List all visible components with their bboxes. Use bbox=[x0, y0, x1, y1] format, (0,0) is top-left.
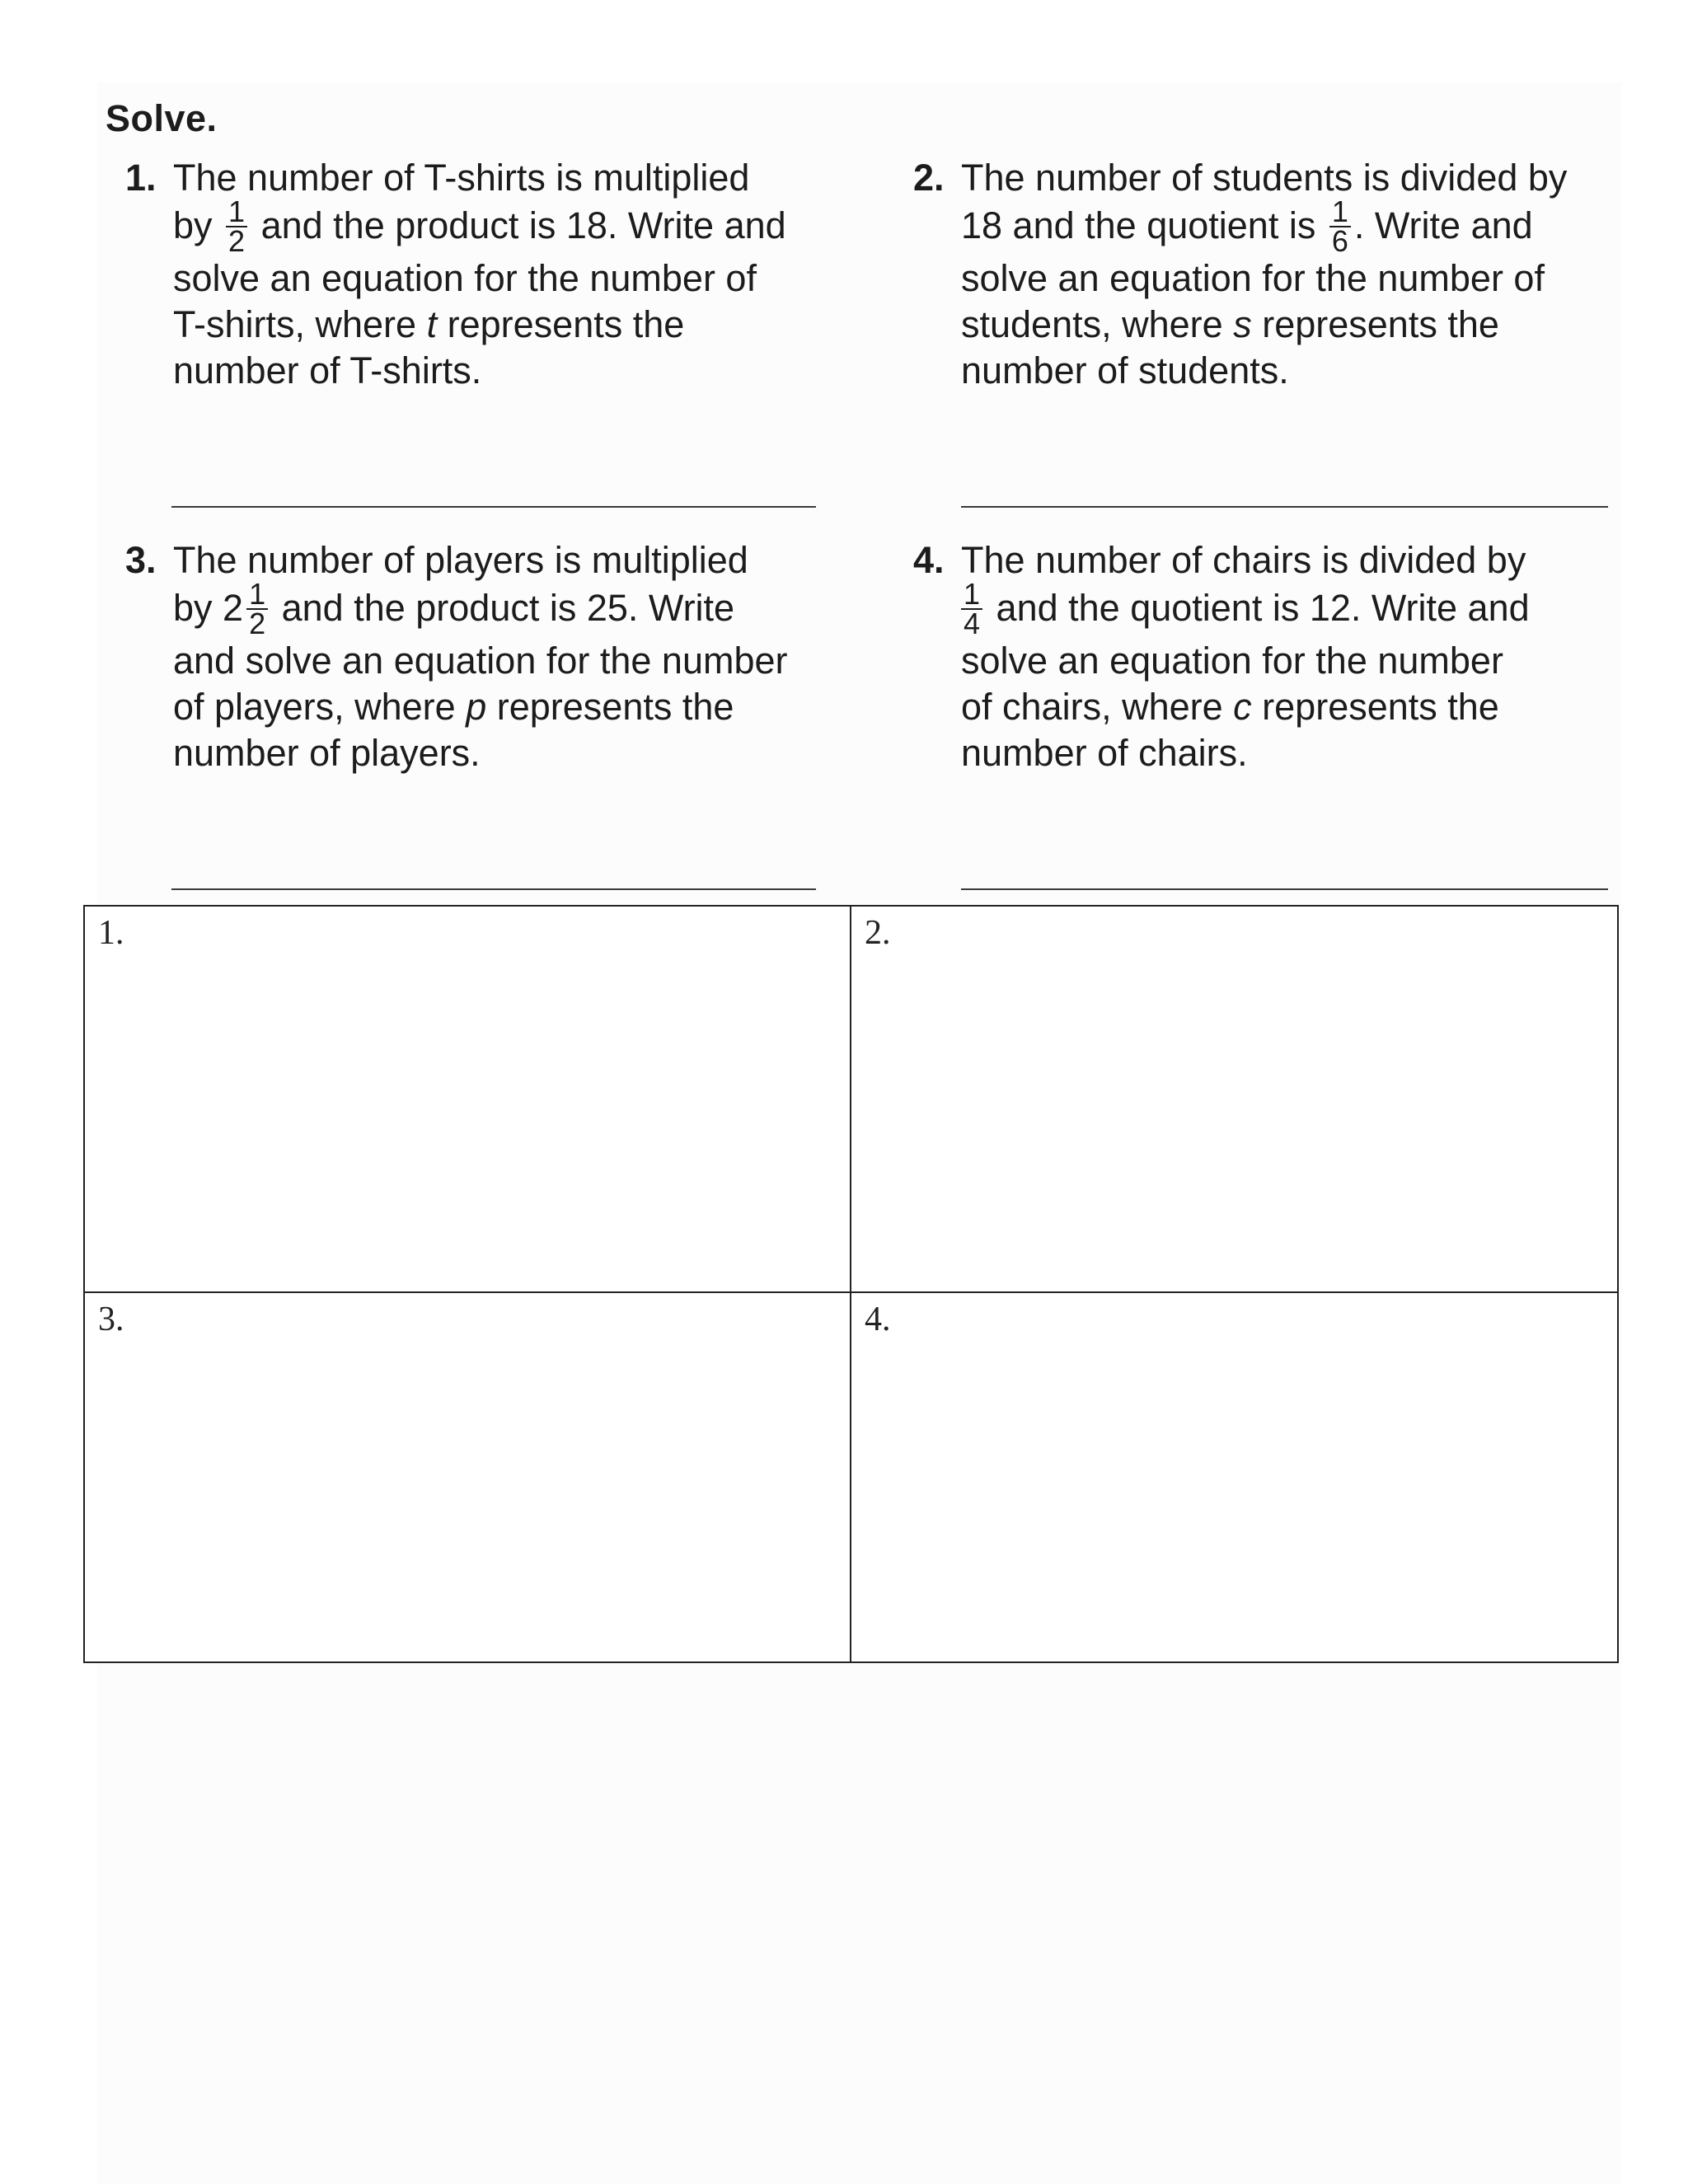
problem-text: of chairs, where bbox=[961, 686, 1223, 728]
problem-2 bbox=[913, 155, 1686, 394]
problem-line: number of T-shirts. bbox=[173, 349, 482, 391]
problem-3 bbox=[125, 537, 898, 776]
answer-box-4[interactable] bbox=[850, 1291, 1619, 1663]
variable: c bbox=[1233, 686, 1252, 728]
variable: t bbox=[426, 303, 438, 345]
fraction-numerator: 1 bbox=[249, 577, 266, 612]
problem-line: The number of players is multiplied bbox=[173, 539, 748, 581]
problem-line: The number of students is divided by bbox=[961, 157, 1568, 199]
problem-text: and the product is 18. Write and bbox=[260, 204, 786, 246]
answer-box-2[interactable] bbox=[850, 905, 1619, 1293]
problem-text: . Write and bbox=[1353, 204, 1533, 246]
problem-line: The number of chairs is divided by bbox=[961, 539, 1526, 581]
section-heading: Solve. bbox=[106, 97, 218, 139]
fraction bbox=[246, 577, 268, 641]
problem-line: The number of T-shirts is multiplied bbox=[173, 157, 750, 199]
problem-line bbox=[173, 194, 898, 259]
fraction-denominator: 2 bbox=[226, 226, 247, 255]
problem-line bbox=[961, 302, 1686, 348]
problem-line: solve an equation for the number of bbox=[961, 257, 1545, 299]
problem-1 bbox=[125, 155, 898, 394]
answer-box-3[interactable] bbox=[83, 1291, 851, 1663]
problem-line bbox=[173, 684, 898, 730]
problem-line bbox=[961, 194, 1686, 259]
fraction bbox=[961, 577, 982, 641]
problem-line bbox=[961, 577, 1686, 641]
problem-4 bbox=[913, 537, 1686, 776]
variable: p bbox=[466, 686, 487, 728]
problem-number: 1. bbox=[125, 157, 157, 199]
problem-text: represents the bbox=[496, 686, 734, 728]
problem-number: 2. bbox=[913, 157, 945, 199]
problem-text: by bbox=[173, 204, 213, 246]
problem-text: represents the bbox=[1262, 303, 1499, 345]
problem-text: and the product is 25. Write bbox=[281, 587, 735, 629]
problem-text: represents the bbox=[447, 303, 685, 345]
problem-number: 3. bbox=[125, 539, 157, 581]
problem-text: and the quotient is 12. Write and bbox=[996, 587, 1530, 629]
answer-box-1[interactable] bbox=[83, 905, 851, 1293]
answer-box-label: 3. bbox=[98, 1301, 124, 1338]
problem-line: solve an equation for the number bbox=[961, 640, 1503, 682]
answer-line-2[interactable] bbox=[961, 506, 1608, 508]
problem-line bbox=[961, 684, 1686, 730]
fraction-numerator: 1 bbox=[228, 194, 246, 229]
fraction-denominator: 4 bbox=[961, 608, 982, 638]
problem-text: of players, where bbox=[173, 686, 456, 728]
fraction bbox=[226, 194, 247, 259]
problem-number: 4. bbox=[913, 539, 945, 581]
problem-line bbox=[173, 302, 898, 348]
problem-text: represents the bbox=[1262, 686, 1499, 728]
problem-line: number of players. bbox=[173, 732, 481, 774]
problem-line: and solve an equation for the number bbox=[173, 640, 788, 682]
problem-line: number of chairs. bbox=[961, 732, 1248, 774]
answer-line-4[interactable] bbox=[961, 888, 1608, 890]
problem-text: students, where bbox=[961, 303, 1223, 345]
answer-box-label: 4. bbox=[865, 1301, 891, 1338]
problem-line: number of students. bbox=[961, 349, 1289, 391]
variable: s bbox=[1233, 303, 1252, 345]
fraction-numerator: 1 bbox=[964, 577, 981, 612]
answer-line-3[interactable] bbox=[171, 888, 816, 890]
fraction-denominator: 2 bbox=[246, 608, 268, 638]
problem-line bbox=[173, 577, 898, 641]
fraction bbox=[1329, 194, 1351, 259]
problem-text: by 2 bbox=[173, 587, 244, 629]
problem-text: T-shirts, where bbox=[173, 303, 417, 345]
answer-line-1[interactable] bbox=[171, 506, 816, 508]
problem-line: solve an equation for the number of bbox=[173, 257, 757, 299]
answer-box-label: 2. bbox=[865, 914, 891, 952]
fraction-numerator: 1 bbox=[1331, 194, 1348, 229]
answer-box-label: 1. bbox=[98, 914, 124, 952]
problem-text: 18 and the quotient is bbox=[961, 204, 1316, 246]
fraction-denominator: 6 bbox=[1329, 226, 1351, 255]
